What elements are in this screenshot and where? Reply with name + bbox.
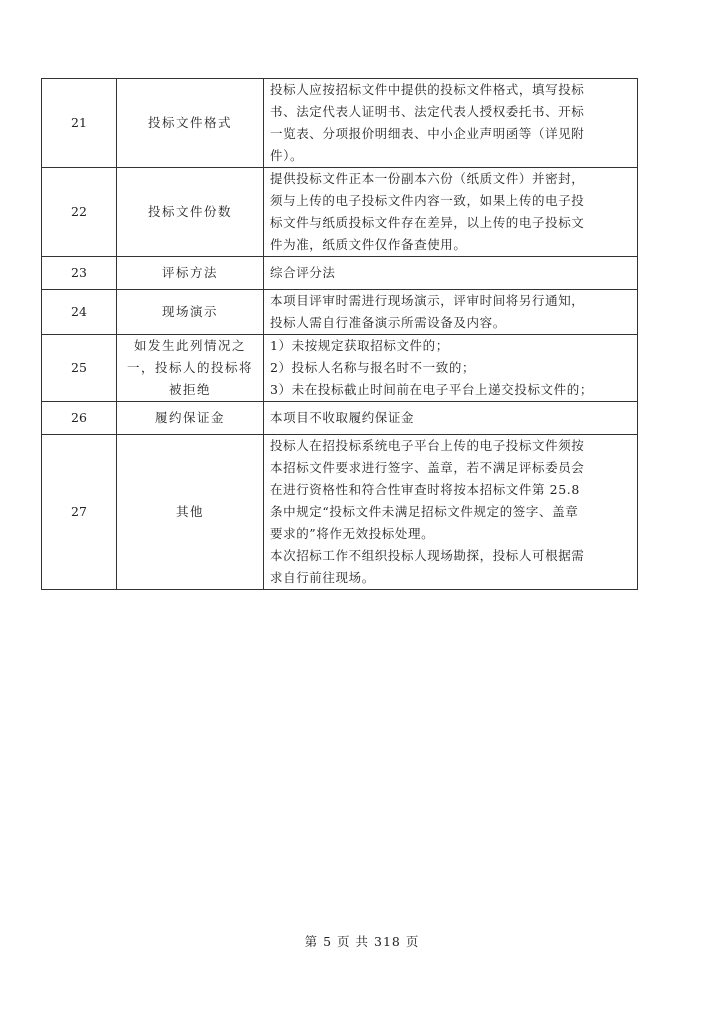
row-content (264, 435, 638, 590)
row-content (264, 79, 638, 168)
item-line: 一，投标人的投标将 (126, 360, 253, 375)
content-line: 1）未按规定获取招标文件的； (270, 338, 449, 353)
content-line: 本招标文件要求进行签字、盖章，若不满足评标委员会 (270, 460, 585, 475)
row-item-name (117, 402, 264, 435)
content-line: 2）投标人名称与报名时不一致的； (270, 360, 476, 375)
item-line: 投标文件格式 (147, 115, 232, 130)
row-content (264, 257, 638, 290)
table-row (42, 168, 638, 257)
tender-requirements-table (41, 78, 638, 590)
item-line: 如发生此列情况之 (133, 338, 246, 353)
row-number: 21 (42, 79, 117, 168)
content-line: 书、法定代表人证明书、法定代表人授权委托书、开标 (270, 104, 585, 119)
row-number: 25 (42, 335, 117, 402)
content-line: 综合评分法 (270, 265, 336, 280)
content-line: 本项目不收取履约保证金 (270, 410, 415, 425)
row-number: 24 (42, 290, 117, 335)
content-line: 一览表、分项报价明细表、中小企业声明函等（详见附 (270, 126, 585, 141)
item-line: 现场演示 (161, 304, 218, 319)
table-row (42, 257, 638, 290)
content-line: 须与上传的电子投标文件内容一致，如果上传的电子投 (270, 193, 585, 208)
row-item-name (117, 335, 264, 402)
item-line: 被拒绝 (168, 382, 211, 397)
content-line: 标文件与纸质投标文件存在差异，以上传的电子投标文 (270, 215, 585, 230)
row-number: 27 (42, 435, 117, 590)
item-line: 评标方法 (161, 265, 218, 280)
table-row (42, 290, 638, 335)
content-line: 3）未在投标截止时间前在电子平台上递交投标文件的； (270, 382, 593, 397)
page-footer: 第 5 页 共 318 页 (304, 934, 420, 949)
table-row (42, 79, 638, 168)
row-content (264, 290, 638, 335)
content-line: 要求的”将作无效投标处理。 (270, 526, 435, 541)
row-item-name (117, 257, 264, 290)
content-line: 在进行资格性和符合性审查时将按本招标文件第 25.8 (270, 482, 580, 497)
row-item-name (117, 79, 264, 168)
content-line: 投标人在招投标系统电子平台上传的电子投标文件须按 (270, 438, 585, 453)
content-line: 投标人需自行准备演示所需设备及内容。 (270, 315, 506, 330)
item-line: 其他 (175, 504, 204, 519)
content-line: 求自行前往现场。 (270, 570, 375, 585)
row-item-name (117, 168, 264, 257)
content-line: 条中规定“投标文件未满足招标文件规定的签字、盖章 (270, 504, 579, 519)
content-line: 本项目评审时需进行现场演示，评审时间将另行通知， (270, 293, 585, 308)
row-content (264, 168, 638, 257)
row-content (264, 402, 638, 435)
row-number: 26 (42, 402, 117, 435)
content-line: 投标人应按招标文件中提供的投标文件格式，填写投标 (270, 82, 585, 97)
row-item-name (117, 435, 264, 590)
item-line: 投标文件份数 (147, 204, 232, 219)
content-line: 件为准，纸质文件仅作备查使用。 (270, 237, 467, 252)
row-content (264, 335, 638, 402)
table-row (42, 402, 638, 435)
table-body (42, 79, 638, 590)
item-line: 履约保证金 (154, 410, 225, 425)
content-line: 本次招标工作不组织投标人现场勘探，投标人可根据需 (270, 548, 585, 563)
table-row (42, 435, 638, 590)
row-item-name (117, 290, 264, 335)
row-number: 23 (42, 257, 117, 290)
content-line: 件）。 (270, 148, 304, 163)
content-line: 提供投标文件正本一份副本六份（纸质文件）并密封， (270, 171, 585, 186)
row-number: 22 (42, 168, 117, 257)
table-row (42, 335, 638, 402)
